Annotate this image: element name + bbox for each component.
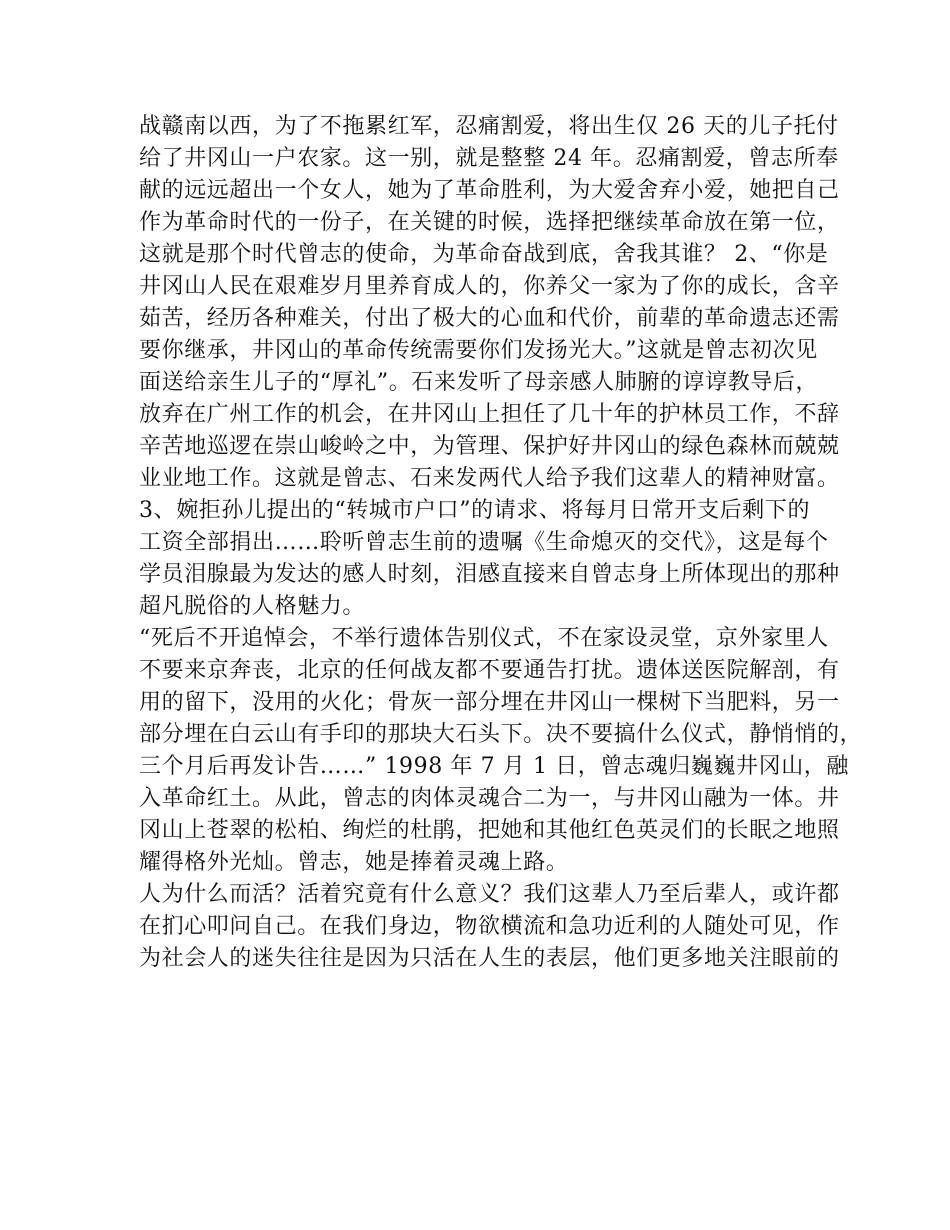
text-line: 在扪心叩问自己。在我们身边，物欲横流和急功近利的人随处可见，作 [139,914,840,939]
text-line: 为社会人的迷失往往是因为只活在人生的表层，他们更多地关注眼前的 [139,946,840,971]
text-line: 这就是那个时代曾志的使命，为革命奋战到底，舍我其谁？ 2、“你是 [139,242,829,267]
text-line: 作为革命时代的一份子，在关键的时候，选择把继续革命放在第一位， [139,210,840,235]
text-line: 放弃在广州工作的机会，在井冈山上担任了几十年的护林员工作，不辞 [139,402,840,427]
text-line: 冈山上苍翠的松柏、绚烂的杜鹃，把她和其他红色英灵们的长眠之地照 [139,818,840,843]
text-line: 业业地工作。这就是曾志、石来发两代人给予我们这辈人的精神财富。 [139,466,840,491]
text-line: 耀得格外光灿。曾志，她是捧着灵魂上路。 [139,850,569,875]
body-text [139,111,863,975]
text-line: 部分埋在白云山有手印的那块大石头下。决不要搞什么仪式，静悄悄的， [139,722,863,747]
text-line: 茹苦，经历各种难关，付出了极大的心血和代价，前辈的革命遗志还需 [139,306,840,331]
text-line: 人为什么而活？活着究竟有什么意义？我们这辈人乃至后辈人，或许都 [139,882,840,907]
text-line: 超凡脱俗的人格魅力。 [139,594,366,619]
text-line: 工资全部捐出……聆听曾志生前的遗嘱《生命熄灭的交代》，这是每个 [139,530,829,555]
text-line: 3、婉拒孙儿提出的“转城市户口”的请求、将每月日常开支后剩下的 [139,498,811,523]
text-line: “死后不开追悼会，不举行遗体告别仪式，不在家设灵堂，京外家里人 [139,626,829,651]
text-line: 用的留下，没用的火化；骨灰一部分埋在井冈山一棵树下当肥料，另一 [139,690,840,715]
text-line: 入革命红土。从此，曾志的肉体灵魂合二为一，与井冈山融为一体。井 [139,786,840,811]
text-line: 三个月后再发讣告……” 1998 年 7 月 1 日，曾志魂归巍巍井冈山，融 [139,754,849,779]
text-line: 面送给亲生儿子的“厚礼”。石来发听了母亲感人肺腑的谆谆教导后， [139,370,819,395]
text-line: 要你继承，井冈山的革命传统需要你们发扬光大。”这就是曾志初次见 [139,338,818,363]
text-line: 井冈山人民在艰难岁月里养育成人的，你养父一家为了你的成长，含辛 [139,274,840,299]
text-line: 学员泪腺最为发达的感人时刻，泪感直接来自曾志身上所体现出的那种 [139,562,840,587]
text-line: 献的远远超出一个女人，她为了革命胜利，为大爱舍弃小爱，她把自己 [139,178,840,203]
text-line: 给了井冈山一户农家。这一别，就是整整 24 年。忍痛割爱，曾志所奉 [139,146,839,171]
text-line: 战赣南以西，为了不拖累红军，忍痛割爱，将出生仅 26 天的儿子托付 [139,114,839,139]
text-line: 辛苦地巡逻在崇山峻岭之中，为管理、保护好井冈山的绿色森林而兢兢 [139,434,840,459]
text-line: 不要来京奔丧，北京的任何战友都不要通告打扰。遗体送医院解剖，有 [139,658,840,683]
